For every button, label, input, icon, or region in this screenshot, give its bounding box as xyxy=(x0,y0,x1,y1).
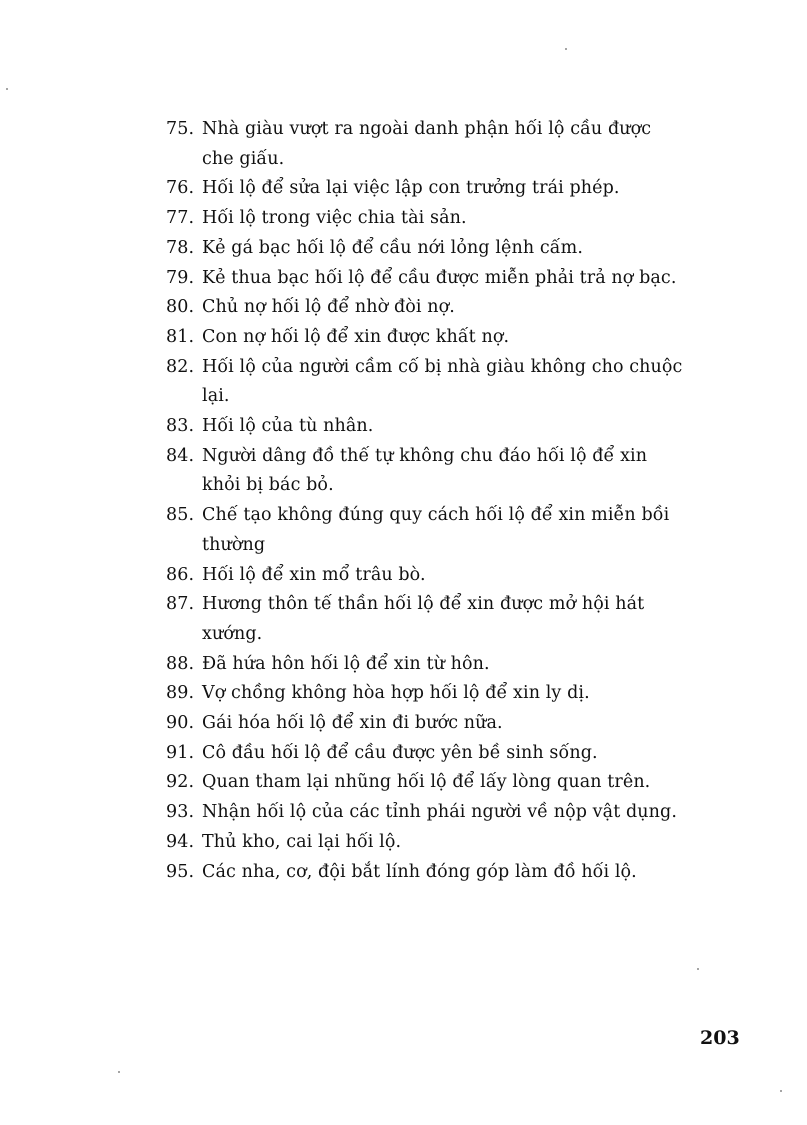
scan-speck xyxy=(565,48,567,50)
list-item xyxy=(166,768,686,798)
item-text: Hối lộ để sửa lại việc lập con trưởng trái phép. xyxy=(202,178,620,199)
item-number: 75. xyxy=(166,119,195,139)
item-number: 95. xyxy=(166,861,195,882)
item-text: Chủ nợ hối lộ để nhờ đòi nợ. xyxy=(202,297,455,318)
item-number: 90. xyxy=(166,713,195,734)
page-number: 203 xyxy=(700,1027,740,1049)
item-number: 93. xyxy=(166,802,195,823)
item-number: 76. xyxy=(166,178,195,199)
list-item xyxy=(166,264,686,294)
item-text: Nhận hối lộ của các tỉnh phái người về nộp vật dụng. xyxy=(202,802,677,823)
item-number: 82. xyxy=(166,356,195,377)
list-item xyxy=(166,501,686,560)
item-text: Cô đầu hối lộ để cầu được yên bề sinh sống. xyxy=(202,742,598,763)
item-number: 80. xyxy=(166,297,195,318)
item-number: 79. xyxy=(166,267,195,288)
numbered-list xyxy=(166,115,686,887)
item-text: Kẻ thua bạc hối lộ để cầu được miễn phải trả nợ bạc. xyxy=(202,267,677,288)
item-text: Đã hứa hôn hối lộ để xin từ hôn. xyxy=(202,653,490,674)
item-number: 88. xyxy=(166,653,195,674)
list-item xyxy=(166,412,686,442)
item-number: 89. xyxy=(166,683,195,704)
item-text: Hối lộ của tù nhân. xyxy=(202,416,374,437)
list-item xyxy=(166,679,686,709)
item-text: Các nha, cơ, đội bắt lính đóng góp làm đồ hối lộ. xyxy=(202,861,637,882)
list-item xyxy=(166,858,686,888)
item-text: Người dâng đồ thế tự không chu đáo hối lộ để xin khỏi bị bác bỏ. xyxy=(202,445,648,496)
list-item xyxy=(166,115,686,174)
item-number: 87. xyxy=(166,594,195,615)
item-number: 78. xyxy=(166,237,195,258)
item-number: 83. xyxy=(166,416,195,437)
item-text: Quan tham lại nhũng hối lộ để lấy lòng quan trên. xyxy=(202,772,651,793)
item-text: Hương thôn tế thần hối lộ để xin được mở hội hát xướng. xyxy=(202,594,645,644)
item-number: 81. xyxy=(166,326,195,347)
list-item xyxy=(166,709,686,739)
list-item xyxy=(166,798,686,828)
list-item xyxy=(166,204,686,234)
list-item xyxy=(166,650,686,680)
item-text: Chế tạo không đúng quy cách hối lộ để xin miễn bồi thường xyxy=(202,505,670,555)
item-number: 86. xyxy=(166,564,195,585)
item-number: 91. xyxy=(166,742,195,763)
item-text: Con nợ hối lộ để xin được khất nợ. xyxy=(202,326,510,347)
scan-speck xyxy=(118,1071,120,1073)
item-text: Hối lộ để xin mổ trâu bò. xyxy=(202,564,426,585)
list-item xyxy=(166,293,686,323)
item-number: 77. xyxy=(166,208,195,229)
list-item xyxy=(166,561,686,591)
item-text: Vợ chồng không hòa hợp hối lộ để xin ly dị. xyxy=(202,683,590,704)
item-text: Hối lộ trong việc chia tài sản. xyxy=(202,208,467,229)
list-item xyxy=(166,174,686,204)
list-item xyxy=(166,590,686,649)
list-item xyxy=(166,353,686,412)
list-item xyxy=(166,442,686,501)
scan-speck xyxy=(6,88,8,90)
list-item xyxy=(166,323,686,353)
item-number: 84. xyxy=(166,445,195,466)
scan-speck xyxy=(780,1090,782,1092)
list-item xyxy=(166,739,686,769)
item-text: Nhà giàu vượt ra ngoài danh phận hối lộ cầu được che giấu. xyxy=(202,119,652,169)
list-item xyxy=(166,828,686,858)
item-text: Hối lộ của người cầm cố bị nhà giàu không cho chuộc lại. xyxy=(202,356,683,407)
item-text: Gái hóa hối lộ để xin đi bước nữa. xyxy=(202,713,503,734)
item-text: Kẻ gá bạc hối lộ để cầu nới lỏng lệnh cấm. xyxy=(202,237,583,258)
item-number: 92. xyxy=(166,772,195,793)
item-text: Thủ kho, cai lại hối lộ. xyxy=(202,831,402,852)
item-number: 85. xyxy=(166,505,195,526)
list-item xyxy=(166,234,686,264)
scan-speck xyxy=(697,968,699,970)
item-number: 94. xyxy=(166,831,195,852)
